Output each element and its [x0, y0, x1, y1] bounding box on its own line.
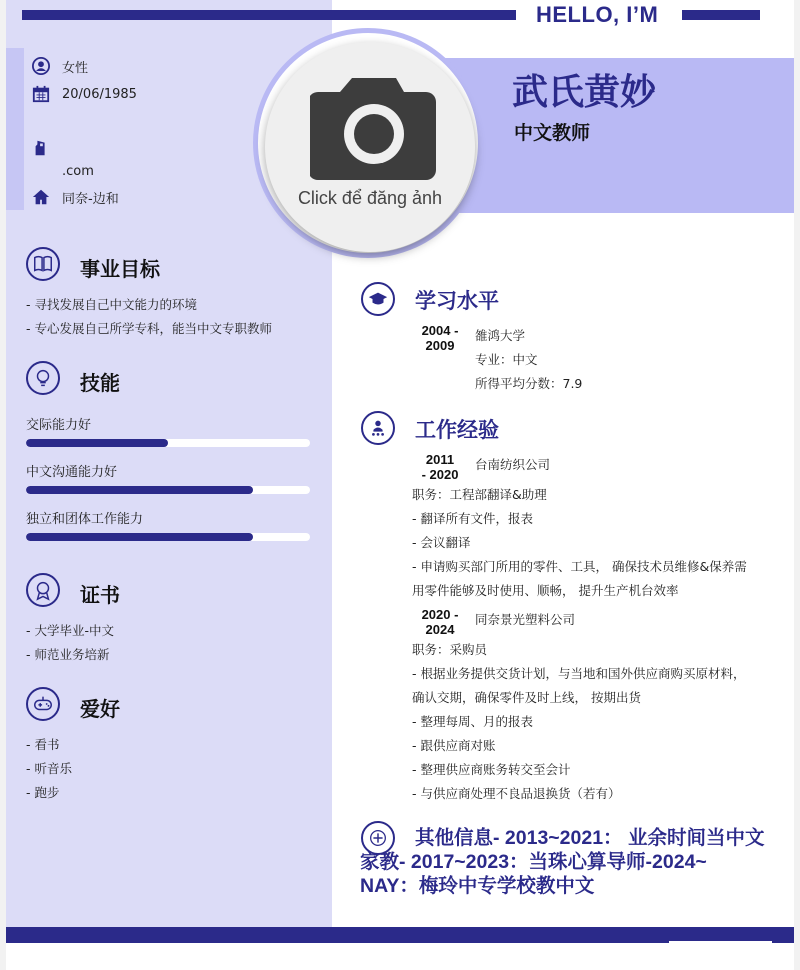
skills-title: 技能 — [80, 373, 120, 395]
job-line: - 根据业务提供交货计划，与当地和国外供应商购买原材料， — [412, 666, 746, 681]
period-start: 2020 - — [421, 607, 459, 622]
skill-label: 中文沟通能力好 — [26, 465, 118, 480]
lightbulb-icon — [32, 367, 54, 389]
company-name: 同奈景光塑料公司 — [475, 612, 576, 627]
career-goal-icon — [26, 247, 60, 281]
hobby-item: - 听音乐 — [26, 761, 72, 776]
job-line: - 申请购买部门所用的零件、工具， 确保技术员维修&保养需 — [412, 559, 747, 574]
hello-heading: HELLO, I’M — [536, 2, 659, 27]
skill-label: 独立和团体工作能力 — [26, 512, 144, 527]
company-name: 台南纺织公司 — [475, 457, 551, 472]
email-text: .com — [62, 163, 94, 179]
education-title: 学习水平 — [415, 290, 499, 313]
gamepad-icon — [32, 693, 54, 715]
career-goal-title: 事业目标 — [80, 259, 160, 281]
team-icon — [367, 417, 389, 439]
certificates-title: 证书 — [80, 585, 120, 607]
experience-icon — [361, 411, 395, 445]
top-bar-left — [22, 10, 516, 20]
period-end: 2024 — [425, 622, 455, 637]
calendar-icon — [32, 85, 50, 103]
contact-gender — [32, 56, 88, 76]
certificate-item: - 大学毕业-中文 — [26, 623, 114, 638]
skill-bar — [26, 439, 310, 447]
contact-phone — [32, 138, 62, 158]
job-line: - 翻译所有文件，报表 — [412, 511, 533, 526]
job-line: 用零件能够及时使用、顺畅， 提升生产机台效率 — [412, 583, 679, 598]
job-line: - 整理供应商账务转交至会计 — [412, 762, 571, 777]
period-end: 2009 — [425, 338, 455, 353]
job-title[interactable]: 中文教师 — [514, 123, 591, 144]
user-icon — [32, 57, 50, 75]
bottom-notch — [669, 941, 772, 944]
career-goal-item: - 专心发展自己所学专科，能当中文专职教师 — [26, 321, 272, 336]
education-period — [412, 323, 468, 353]
job-line: - 与供应商处理不良品退换货（若有） — [412, 786, 621, 801]
school-name: 雒鸿大学 — [475, 328, 526, 343]
period-start: 2011 — [425, 452, 455, 467]
major-text: 专业：中文 — [475, 352, 538, 367]
job-period — [412, 607, 468, 637]
other-info-text: 其他信息- 2013~2021： 业余时间当中文家教- 2017~2023：当珠心算导师-2024~ NAY：梅玲中专学校教中文 — [360, 827, 765, 897]
job-line: 职务：采购员 — [412, 642, 488, 657]
contact-accent-strip — [6, 48, 24, 210]
birthday-text: 20/06/1985 — [62, 86, 137, 102]
hobbies-title: 爱好 — [80, 699, 120, 721]
job-line: 职务：工程部翻译&助理 — [412, 487, 547, 502]
person-name[interactable]: 武氏黄妙 — [512, 71, 657, 112]
home-icon — [32, 188, 50, 206]
contact-birthday — [32, 84, 137, 104]
gpa-text: 所得平均分数：7.9 — [475, 376, 583, 391]
skill-bar-fill — [26, 486, 253, 494]
job-period — [412, 452, 468, 482]
contact-email — [62, 161, 94, 181]
camera-icon — [310, 72, 438, 182]
hobby-item: - 跑步 — [26, 785, 60, 800]
resume-page — [6, 0, 794, 970]
education-icon — [361, 282, 395, 316]
skill-bar — [26, 486, 310, 494]
gender-text: 女性 — [62, 60, 89, 76]
skill-bar — [26, 533, 310, 541]
skill-bar-fill — [26, 439, 168, 447]
career-goal-item: - 寻找发展自己中文能力的环境 — [26, 297, 197, 312]
hobbies-icon — [26, 687, 60, 721]
period-start: 2004 - — [421, 323, 459, 338]
job-line: 确认交期，确保零件及时上线， 按期出货 — [412, 690, 641, 705]
skills-icon — [26, 361, 60, 395]
graduation-cap-icon — [367, 288, 389, 310]
top-bar-right — [682, 10, 760, 20]
job-line: - 整理每周、月的报表 — [412, 714, 533, 729]
experience-title: 工作经验 — [415, 419, 499, 442]
hobby-item: - 看书 — [26, 737, 60, 752]
certificate-item: - 师范业务培新 — [26, 647, 110, 662]
period-end: - 2020 — [421, 467, 459, 482]
job-line: - 会议翻译 — [412, 535, 471, 550]
certificates-icon — [26, 573, 60, 607]
skill-bar-fill — [26, 533, 253, 541]
skill-label: 交际能力好 — [26, 418, 92, 433]
book-icon — [32, 253, 54, 275]
phone-icon — [32, 139, 50, 157]
job-line: - 跟供应商对账 — [412, 738, 496, 753]
photo-caption: Click để đăng ảnh — [297, 188, 443, 208]
address-text: 同奈-边和 — [62, 191, 119, 207]
photo-upload[interactable] — [265, 42, 475, 252]
award-icon — [32, 579, 54, 601]
contact-address — [32, 187, 119, 207]
